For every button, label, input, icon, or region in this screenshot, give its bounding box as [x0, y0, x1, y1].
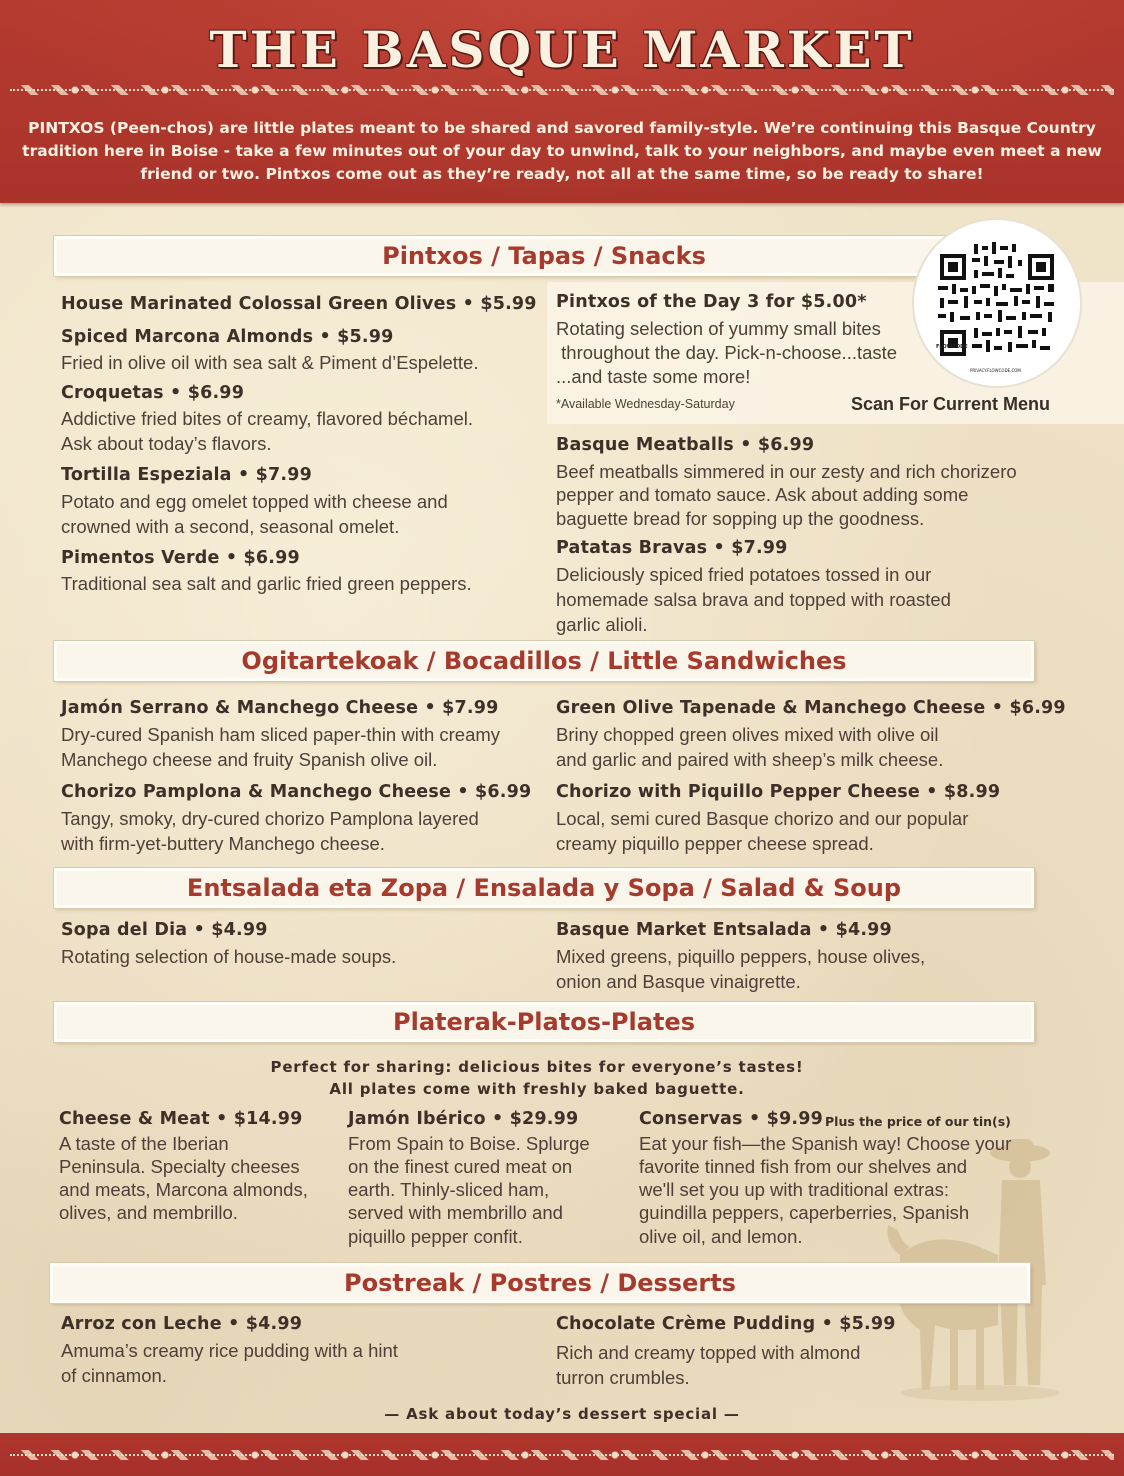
- conservas-desc-5: olive oil, and lemon.: [639, 1226, 803, 1247]
- olives-title: House Marinated Colossal Green Olives • $5.99: [61, 294, 537, 314]
- piquillo-desc-1: Local, semi cured Basque chorizo and our popular: [556, 808, 969, 829]
- intro-text: PINTXOS (Peen-chos) are little plates meant to be shared and savored family-style. We’re continuing this Basque Country tradition here in Boise - take a few minutes out of your day to unwind, talk to your neighbors, and maybe even meet a new friend or two. Pintxos come out as they’re ready, not all at the same time, so be ready to share!: [22, 119, 1102, 183]
- sopa-desc: Rotating selection of house-made soups.: [61, 946, 397, 967]
- pudding-title: Chocolate Crème Pudding • $5.99: [556, 1314, 896, 1334]
- plates-subtitle-1: Perfect for sharing: delicious bites for everyone’s tastes!: [270, 1058, 804, 1076]
- tapenade-desc-2: and garlic and paired with sheep’s milk cheese.: [556, 749, 944, 770]
- iberico-desc-5: piquillo pepper confit.: [348, 1226, 523, 1247]
- conservas-desc-2: favorite tinned fish from our shelves and: [639, 1156, 968, 1177]
- plates-subtitle-2: All plates come with freshly baked baguette.: [329, 1080, 745, 1098]
- iberico-desc-2: on the finest cured meat on: [348, 1156, 573, 1177]
- tapenade-desc-1: Briny chopped green olives mixed with olive oil: [556, 724, 939, 745]
- pintxos-of-day-desc-2: throughout the day. Pick-n-choose...taste: [556, 342, 898, 363]
- arroz-desc-1: Amuma’s creamy rice pudding with a hint: [61, 1340, 398, 1361]
- tortilla-desc-2: crowned with a second, seasonal omelet.: [61, 516, 400, 537]
- iberico-desc-1: From Spain to Boise. Splurge: [348, 1133, 590, 1154]
- footer-band: [0, 1433, 1124, 1476]
- qr-code[interactable]: [912, 218, 1082, 388]
- pudding-desc-2: turron crumbles.: [556, 1367, 690, 1388]
- arroz-desc-2: of cinnamon.: [61, 1365, 167, 1386]
- serrano-title: Jamón Serrano & Manchego Cheese • $7.99: [61, 698, 499, 718]
- meatballs-desc-2: pepper and tomato sauce. Ask about adding some: [556, 484, 969, 505]
- section-heading-salad: Entsalada eta Zopa / Ensalada y Sopa / Salad & Soup: [54, 868, 1034, 908]
- pimentos-desc: Traditional sea salt and garlic fried green peppers.: [61, 573, 472, 594]
- bravas-desc-1: Deliciously spiced fried potatoes tossed in our: [556, 564, 932, 585]
- entsalada-desc-2: onion and Basque vinaigrette.: [556, 971, 801, 992]
- conservas-desc-3: we'll set you up with traditional extras:: [639, 1179, 949, 1200]
- iberico-desc-3: earth. Thinly-sliced ham,: [348, 1179, 550, 1200]
- croquetas-desc-1: Addictive fried bites of creamy, flavored béchamel.: [61, 408, 473, 429]
- croquetas-title: Croquetas • $6.99: [61, 383, 245, 403]
- bravas-title: Patatas Bravas • $7.99: [556, 538, 788, 558]
- meatballs-desc-3: baguette bread for sopping up the goodness.: [556, 508, 925, 529]
- conservas-title-note: Plus the price of our tin(s): [825, 1114, 1011, 1129]
- almonds-title: Spiced Marcona Almonds • $5.99: [61, 327, 394, 347]
- cheese-meat-desc-2: Peninsula. Specialty cheeses: [59, 1156, 300, 1177]
- page-title: THE BASQUE MARKET: [209, 20, 915, 79]
- section-heading-pintxos: Pintxos / Tapas / Snacks: [54, 236, 1034, 276]
- serrano-desc-2: Manchego cheese and fruity Spanish olive oil.: [61, 749, 438, 770]
- conservas-desc-4: guindilla peppers, caperberries, Spanish: [639, 1202, 970, 1223]
- conservas-desc-1: Eat your fish—the Spanish way! Choose your: [639, 1133, 1012, 1154]
- piquillo-desc-2: creamy piquillo pepper cheese spread.: [556, 833, 874, 854]
- section-heading-sandwiches: Ogitartekoak / Bocadillos / Little Sandwiches: [54, 641, 1034, 681]
- pimentos-title: Pimentos Verde • $6.99: [61, 548, 300, 568]
- qr-privacy-label: PRIVACY.FLOWCODE.COM: [970, 368, 1021, 373]
- header-banner: [0, 0, 1124, 203]
- conservas-title: Conservas • $9.99: [639, 1109, 823, 1129]
- pudding-desc-1: Rich and creamy topped with almond: [556, 1342, 861, 1363]
- entsalada-title: Basque Market Entsalada • $4.99: [556, 920, 892, 940]
- entsalada-desc-1: Mixed greens, piquillo peppers, house olives,: [556, 946, 926, 967]
- piquillo-title: Chorizo with Piquillo Pepper Cheese • $8.99: [556, 782, 1001, 802]
- iberico-title: Jamón Ibérico • $29.99: [348, 1109, 579, 1129]
- pintxos-of-day-title: Pintxos of the Day 3 for $5.00*: [556, 292, 867, 312]
- tapenade-title: Green Olive Tapenade & Manchego Cheese • $6.99: [556, 698, 1066, 718]
- cheese-meat-desc-4: olives, and membrillo.: [59, 1202, 238, 1223]
- bravas-desc-3: garlic alioli.: [556, 614, 648, 635]
- arroz-title: Arroz con Leche • $4.99: [61, 1314, 303, 1334]
- sopa-title: Sopa del Dia • $4.99: [61, 920, 268, 940]
- pamplona-desc-1: Tangy, smoky, dry-cured chorizo Pamplona layered: [61, 808, 479, 829]
- pintxos-of-day-note: *Available Wednesday-Saturday: [556, 397, 735, 411]
- iberico-desc-4: served with membrillo and: [348, 1202, 563, 1223]
- pamplona-title: Chorizo Pamplona & Manchego Cheese • $6.99: [61, 782, 532, 802]
- bravas-desc-2: homemade salsa brava and topped with roasted: [556, 589, 951, 610]
- tortilla-title: Tortilla Espeziala • $7.99: [61, 465, 313, 485]
- meatballs-desc-1: Beef meatballs simmered in our zesty and rich chorizero: [556, 461, 1017, 482]
- cheese-meat-desc-1: A taste of the Iberian: [59, 1133, 229, 1154]
- decorative-border-top: [0, 80, 1124, 100]
- section-heading-desserts: Postreak / Postres / Desserts: [50, 1263, 1030, 1303]
- qr-brand-label: FLOWCODE: [936, 344, 968, 350]
- serrano-desc-1: Dry-cured Spanish ham sliced paper-thin with creamy: [61, 724, 501, 745]
- almonds-desc: Fried in olive oil with sea salt & Piment d’Espelette.: [61, 352, 479, 373]
- qr-scan-label: Scan For Current Menu: [851, 394, 1051, 414]
- tortilla-desc-1: Potato and egg omelet topped with cheese and: [61, 491, 448, 512]
- pintxos-of-day-desc-3: ...and taste some more!: [556, 366, 751, 387]
- section-heading-plates: Platerak-Platos-Plates: [54, 1002, 1034, 1042]
- cheese-meat-desc-3: and meats, Marcona almonds,: [59, 1179, 308, 1200]
- decorative-border-bottom: [0, 1445, 1124, 1465]
- dessert-special-note: — Ask about today’s dessert special —: [384, 1405, 740, 1423]
- cheese-meat-title: Cheese & Meat • $14.99: [59, 1109, 303, 1129]
- pamplona-desc-2: with firm-yet-buttery Manchego cheese.: [61, 833, 385, 854]
- croquetas-desc-2: Ask about today’s flavors.: [61, 433, 272, 454]
- pintxos-of-day-desc-1: Rotating selection of yummy small bites: [556, 318, 881, 339]
- meatballs-title: Basque Meatballs • $6.99: [556, 435, 815, 455]
